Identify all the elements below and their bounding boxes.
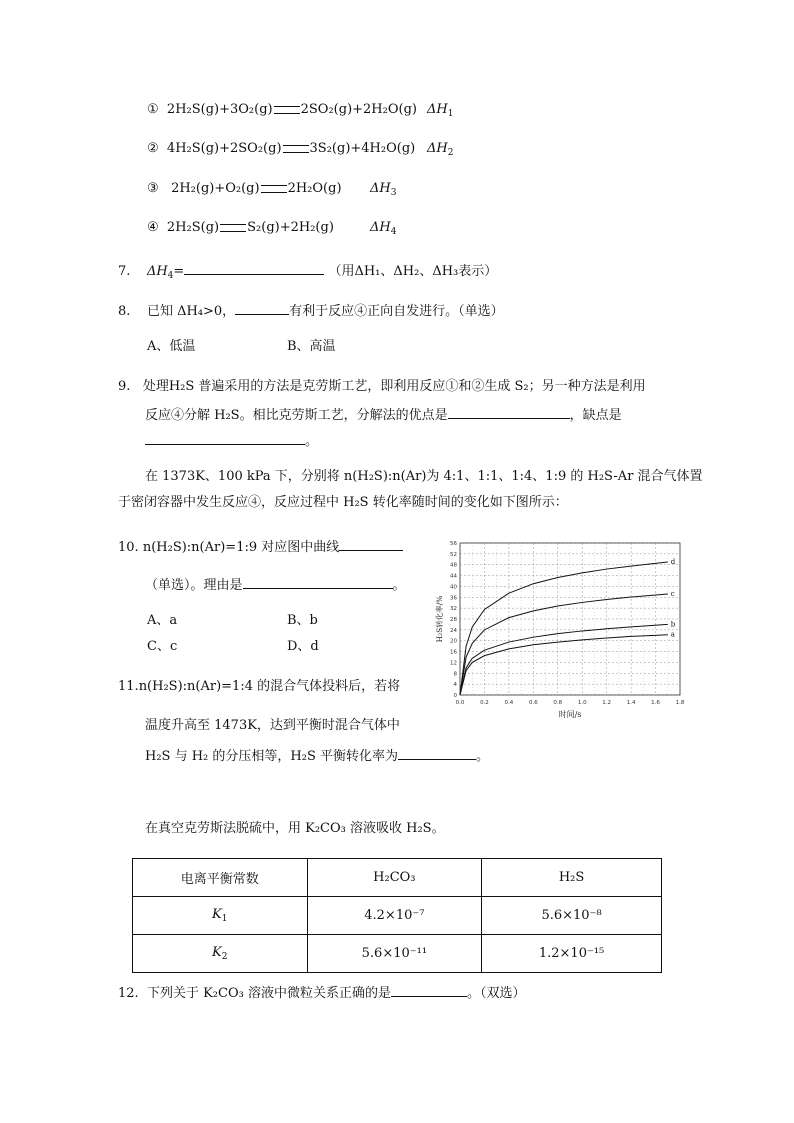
equals-sign-icon (261, 185, 287, 193)
y-tick-label: 32 (450, 606, 457, 613)
table-header-cell: H₂S (482, 859, 662, 897)
table-row (133, 935, 662, 973)
series-label-d: d (670, 558, 676, 566)
table-cell: 1.2×10⁻¹⁵ (482, 935, 662, 973)
table-header-cell: H₂CO₃ (307, 859, 482, 897)
q11-line2: 温度升高至 1473K，达到平衡时混合气体中 (145, 718, 400, 733)
x-tick-label: 0.6 (528, 700, 538, 706)
q10-reason-blank[interactable] (243, 574, 393, 589)
q10-pre: n(H₂S):n(Ar)=1:9 对应图中曲线 (142, 540, 340, 555)
q9-line3: 。 (145, 430, 318, 451)
intro-paragraph-2: 在真空克劳斯法脱硫中，用 K₂CO₃ 溶液吸收 H₂S。 (145, 821, 445, 836)
x-tick-label: 0.0 (455, 700, 465, 706)
series-label-a: a (670, 630, 675, 639)
q8-answer-blank[interactable] (235, 300, 289, 315)
q8-post: 有利于反应④正向自发进行。（单选） (289, 304, 504, 319)
q8-option-b[interactable]: B、高温 (287, 339, 336, 354)
reaction-4-rhs: S₂(g)+2H₂(g) (247, 220, 334, 235)
table-cell-k1: $K_1$ (133, 897, 308, 935)
x-tick-label: 1.0 (577, 700, 587, 706)
reaction-1-rhs: 2SO₂(g)+2H₂O(g) (300, 102, 417, 117)
intro-paragraph-1-line2: 于密闭容器中发生反应④，反应过程中 H₂S 转化率随时间的变化如下图所示： (118, 495, 568, 510)
q10-option-c[interactable]: C、c (147, 639, 178, 654)
reaction-4 (147, 219, 334, 237)
reaction-1-lhs: 2H₂S(g)+3O₂(g) (166, 102, 273, 117)
q7-lead: ΔH (146, 264, 168, 279)
reaction-2-lhs: 4H₂S(g)+2SO₂(g) (166, 141, 282, 156)
x-tick-label: 1.6 (651, 700, 660, 706)
q8-option-a[interactable]: A、低温 (147, 339, 196, 354)
reaction-3 (147, 180, 342, 198)
q9-disadvantage-blank[interactable] (145, 430, 305, 445)
y-tick-label: 16 (450, 649, 457, 656)
table-cell: 5.6×10⁻⁸ (482, 897, 662, 935)
q10-line2: （单选）。理由是 。 (145, 574, 406, 595)
table-header-row (133, 859, 662, 897)
reaction-3-lhs: 2H₂(g)+O₂(g) (171, 181, 260, 196)
y-tick-label: 28 (450, 617, 457, 623)
reaction-3-num: ③ (147, 181, 159, 196)
reaction-2 (147, 140, 415, 158)
reaction-2-num: ② (147, 141, 159, 156)
y-tick-label: 4 (453, 682, 457, 689)
table-cell: 4.2×10⁻⁷ (307, 897, 482, 935)
x-tick-label: 0.2 (480, 700, 489, 706)
q7-tail: （用ΔH₁、ΔH₂、ΔH₃表示） (328, 264, 498, 279)
reaction-3-rhs: 2H₂O(g) (287, 181, 342, 196)
equals-sign-icon (283, 145, 309, 153)
q11-line1: n(H₂S):n(Ar)=1:4 的混合气体投料后，若将 (138, 679, 401, 694)
table-header-cell: 电离平衡常数 (133, 859, 308, 897)
q12-post: 。（双选） (466, 986, 526, 1001)
q9-line1: 处理H₂S 普遍采用的方法是克劳斯工艺，即利用反应①和②生成 S₂；另一种方法是利用 (142, 379, 646, 394)
reaction-2-dh: $\Delta H_2$ (427, 141, 454, 158)
y-axis-label: H₂S转化率/% (435, 595, 444, 643)
q11-answer-blank[interactable] (398, 745, 476, 760)
equals-sign-icon (274, 106, 300, 114)
x-tick-label: 0.8 (553, 700, 563, 706)
y-tick-label: 36 (450, 595, 457, 602)
q8-pre: 已知 ΔH₄>0， (146, 304, 236, 319)
series-label-c: c (670, 590, 675, 599)
series-line-b (460, 624, 668, 695)
y-tick-label: 52 (450, 551, 457, 558)
q12-answer-blank[interactable] (391, 982, 467, 997)
x-tick-label: 1.4 (626, 700, 636, 706)
question-11: 11.n(H₂S):n(Ar)=1:4 的混合气体投料后，若将 (118, 679, 401, 694)
q7-answer-blank[interactable] (184, 260, 324, 275)
equals-sign-icon (220, 224, 246, 232)
y-tick-label: 40 (450, 584, 457, 591)
table-cell: 5.6×10⁻¹¹ (307, 935, 482, 973)
q9-line2: 反应④分解 H₂S。相比克劳斯工艺，分解法的优点是 ，缺点是 (145, 404, 622, 425)
table-row (133, 897, 662, 935)
x-tick-label: 1.2 (602, 700, 612, 706)
series-label-b: b (670, 620, 676, 629)
series-line-c (460, 594, 668, 695)
question-8: 8. 已知 ΔH₄>0， 有利于反应④正向自发进行。（单选） (118, 300, 504, 321)
q12-pre: 下列关于 K₂CO₃ 溶液中微粒关系正确的是 (146, 986, 391, 1001)
reaction-4-dh: $\Delta H_4$ (370, 220, 397, 237)
y-tick-label: 24 (450, 627, 457, 634)
series-line-a (460, 635, 668, 695)
question-7: 7. $\Delta H_4=$ （用ΔH₁、ΔH₂、ΔH₃表示） (118, 260, 497, 285)
reaction-4-lhs: 2H₂S(g) (166, 220, 220, 235)
h2s-conversion-chart (430, 535, 690, 725)
reaction-4-num: ④ (147, 220, 159, 235)
table-cell-k2: $K_2$ (133, 935, 308, 973)
q7-num: 7. (118, 264, 131, 279)
x-tick-label: 1.8 (675, 700, 685, 706)
y-tick-label: 56 (450, 541, 457, 547)
y-tick-label: 20 (450, 638, 457, 645)
series-line-d (460, 562, 668, 695)
reaction-1-dh: $\Delta H_1$ (427, 102, 454, 119)
q10-option-d[interactable]: D、d (287, 639, 319, 654)
y-tick-label: 8 (453, 671, 457, 678)
reaction-1-num: ① (147, 102, 159, 117)
q9-advantage-blank[interactable] (448, 404, 570, 419)
q10-option-b[interactable]: B、b (287, 613, 318, 628)
q10-answer-blank[interactable] (339, 536, 403, 551)
reaction-1 (147, 101, 417, 119)
question-9: 9. 处理H₂S 普遍采用的方法是克劳斯工艺，即利用反应①和②生成 S₂；另一种方法是利用 (118, 379, 646, 394)
reaction-2-rhs: 3S₂(g)+4H₂O(g) (309, 141, 416, 156)
question-10: 10. n(H₂S):n(Ar)=1:9 对应图中曲线 (118, 536, 403, 557)
reaction-3-dh: $\Delta H_3$ (370, 181, 397, 198)
y-tick-label: 48 (450, 562, 457, 569)
q11-line3: H₂S 与 H₂ 的分压相等，H₂S 平衡转化率为 。 (145, 745, 489, 766)
y-tick-label: 44 (450, 573, 457, 580)
x-tick-label: 0.4 (504, 700, 514, 706)
intro-paragraph-1-line1: 在 1373K、100 kPa 下，分别将 n(H₂S):n(Ar)为 4:1、1:1、1:4、1:9 的 H₂S-Ar 混合气体置 (145, 469, 703, 484)
y-tick-label: 0 (453, 693, 457, 699)
q10-option-a[interactable]: A、a (147, 613, 178, 628)
x-axis-label: 时间/s (558, 710, 582, 719)
question-12: 12. 下列关于 K₂CO₃ 溶液中微粒关系正确的是 。（双选） (118, 982, 525, 1003)
y-tick-label: 12 (450, 660, 457, 667)
ionization-constants-table (132, 858, 662, 973)
